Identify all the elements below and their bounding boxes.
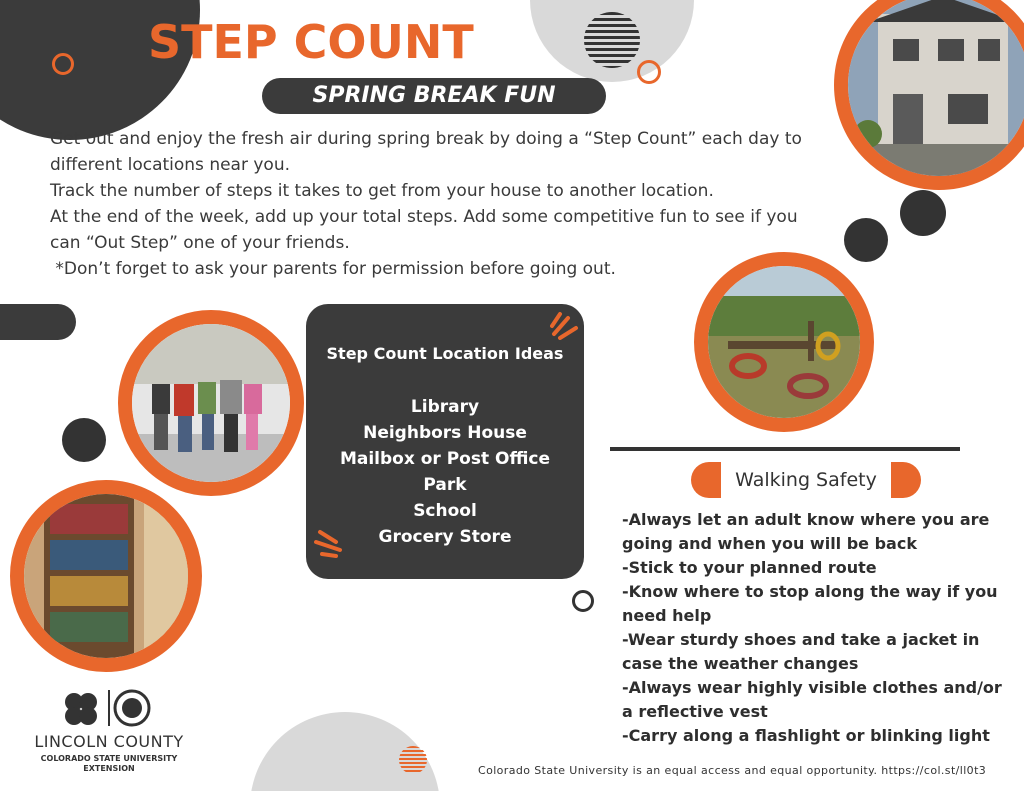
safety-tips-list [622,508,1002,748]
intro-paragraph: Track the number of steps it takes to get from your house to another location. [50,181,714,201]
ideas-heading: Step Count Location Ideas [326,344,564,363]
dark-ring-decoration [572,590,594,612]
walking-safety-header [691,462,921,498]
list-item: School [413,501,477,521]
dark-pill-decoration [0,304,76,340]
house-photo [834,0,1024,190]
kids-walking-photo [118,310,304,496]
list-item: -Always wear highly visible clothes and/or a reflective vest [622,678,1002,721]
location-ideas-box [306,304,584,579]
divider-line [610,447,960,451]
list-item: -Always let an adult know where you are going and when you will be back [622,510,990,553]
grey-half-circle [250,712,440,791]
list-item: -Carry along a flashlight or blinking light [622,726,990,745]
subtitle-banner: SPRING BREAK FUN [262,78,606,114]
list-item: Neighbors House [363,423,527,443]
list-item: Library [410,397,480,417]
orange-ring-decoration [52,53,74,75]
ideas-list [306,394,584,550]
list-item: -Know where to stop along the way if you need help [622,582,998,625]
intro-paragraph: Get out and enjoy the fresh air during spring break by doing a “Step Count” each day to different locations near you. [50,129,802,175]
list-item: Grocery Store [378,527,512,547]
intro-paragraph: At the end of the week, add up your total steps. Add some competitive fun to see if you can “Out Step” one of your friends. [50,207,798,253]
clover-logo-icon [60,688,160,728]
footer-text: Colorado State University is an equal access and equal opportunity. https://col.st/ll0t3 [478,764,987,777]
walking-safety-heading: Walking Safety [735,469,877,491]
list-item: -Stick to your planned route [622,558,877,577]
grey-half-circle [530,0,695,90]
library-photo [10,480,202,672]
intro-paragraph: *Don’t forget to ask your parents for permission before going out. [50,259,616,279]
extension-word: EXTENSION [83,764,135,773]
extension-label [24,754,194,774]
dark-dot-decoration [844,218,888,262]
page-title: STEP COUNT [148,15,474,69]
pill-cap-left [691,462,721,498]
list-item: Park [423,475,467,495]
sparkle-icon [314,528,346,558]
pill-cap-right [891,462,921,498]
intro-text [50,126,820,282]
park-photo [694,252,874,432]
orange-ring-decoration [637,60,661,84]
list-item: Mailbox or Post Office [339,449,551,469]
sparkle-icon [550,310,580,340]
dark-dot-decoration [62,418,106,462]
university-label: COLORADO STATE UNIVERSITY [40,754,178,763]
dark-dot-decoration [900,190,946,236]
list-item: -Wear sturdy shoes and take a jacket in case the weather changes [622,630,980,673]
county-name: LINCOLN COUNTY [34,732,184,751]
